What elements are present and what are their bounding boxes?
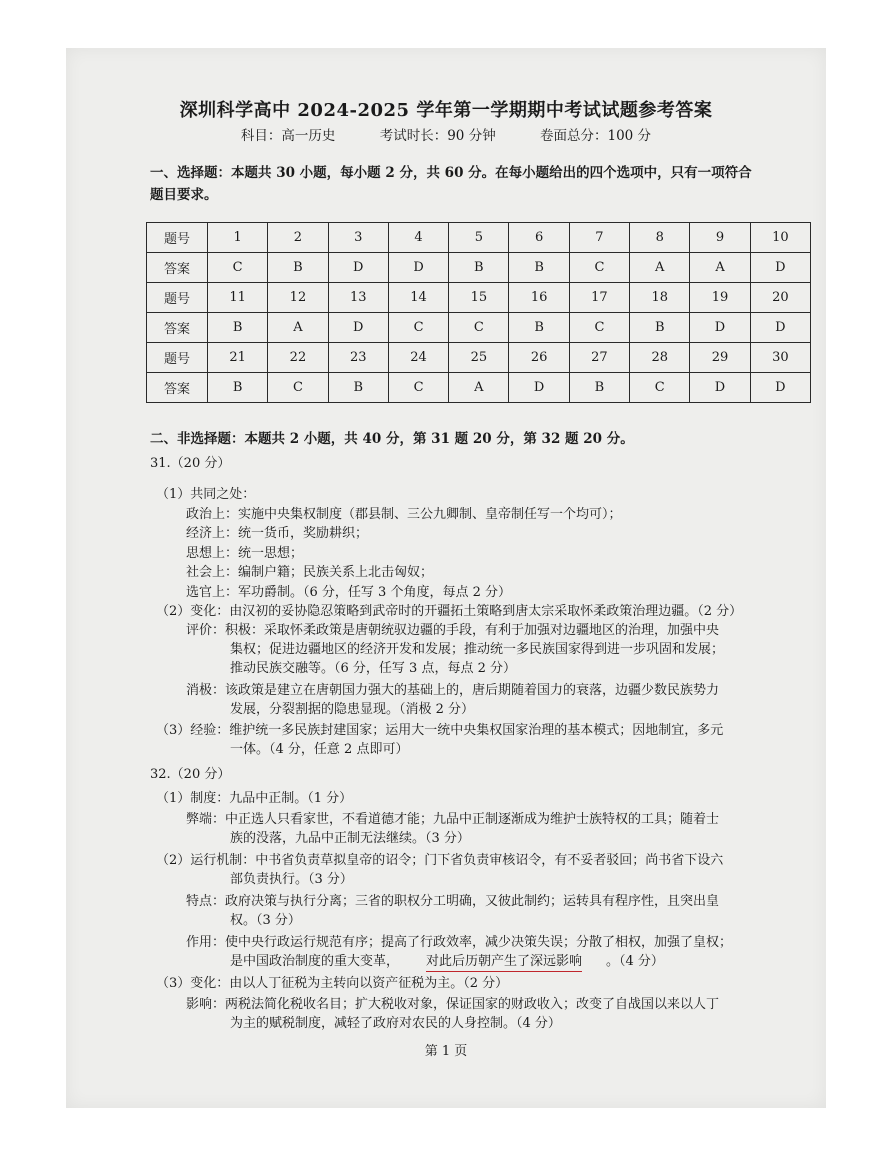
question-number-cell: 1 [208,223,268,253]
question-number-cell: 13 [328,283,388,313]
answer-cell: D [690,313,750,343]
q31-line: 评价：积极：采取怀柔政策是唐朝统驭边疆的手段，有利于加强对边疆地区的治理，加强中央 [186,623,720,638]
question-number-cell: 29 [690,343,750,373]
question-number-cell: 18 [630,283,690,313]
answer-cell: A [630,253,690,283]
question-number-cell: 8 [630,223,690,253]
answer-cell: B [509,253,569,283]
q31-line: 发展，分裂割据的隐患显现。（消极 2 分） [230,702,475,717]
question-number-cell: 23 [328,343,388,373]
question-number-cell: 6 [509,223,569,253]
answer-cell: B [208,313,268,343]
answer-cell: D [750,253,810,283]
question-number-cell: 17 [569,283,629,313]
answer-label-cell: 答案 [147,253,208,283]
q31-number: 31.（20 分） [150,456,231,471]
question-number-cell: 12 [268,283,328,313]
q32-line: 族的没落，九品中正制无法继续。（3 分） [230,831,470,846]
answer-cell: B [630,313,690,343]
answer-cell: D [750,313,810,343]
question-number-cell: 30 [750,343,810,373]
q32-line: 影响：两税法简化税收名目；扩大税收对象，保证国家的财政收入；改变了自战国以来以人丁 [186,997,720,1012]
answer-label-cell: 答案 [147,373,208,403]
q31-line: 政治上：实施中央集权制度（郡县制、三公九卿制、皇帝制任写一个均可）； [186,507,622,522]
answer-row [147,373,811,403]
q32-line: 为主的赋税制度，减轻了政府对农民的人身控制。（4 分） [230,1016,561,1031]
answer-cell: C [449,313,509,343]
answer-cell: B [509,313,569,343]
question-number-cell: 16 [509,283,569,313]
answer-cell: C [268,373,328,403]
question-number-row [147,343,811,373]
q31-line: （1）共同之处： [156,487,256,502]
answer-cell: B [208,373,268,403]
q31-line: （2）变化：由汉初的妥协隐忍策略到武帝时的开疆拓土策略到唐太宗采取怀柔政策治理边疆。（2 分） [156,604,743,619]
answer-cell: D [750,373,810,403]
page-title: 深圳科学高中 2024-2025 学年第一学期期中考试试题参考答案 [179,100,713,121]
q31-line: 经济上：统一货币，奖励耕织； [186,526,369,541]
answer-cell: D [690,373,750,403]
question-number-row [147,223,811,253]
question-number-cell: 24 [388,343,448,373]
answer-cell: B [268,253,328,283]
q32-line: （2）运行机制：中书省负责草拟皇帝的诏令；门下省负责审核诏令，有不妥者驳回；尚书省下设六 [156,853,724,868]
question-label-cell: 题号 [147,343,208,373]
answer-cell: B [328,373,388,403]
q32-line: 。（4 分） [606,954,664,969]
q31-line: 思想上：统一思想； [186,546,304,561]
q32-line: 是中国政治制度的重大变革， [230,954,400,969]
exam-meta [0,124,892,144]
answer-cell: C [208,253,268,283]
q31-line: 推动民族交融等。（6 分，任写 3 点，每点 2 分） [230,661,516,676]
q32-line: 特点：政府决策与执行分离；三省的职权分工明确，又彼此制约；运转具有程序性，且突出皇 [186,894,720,909]
question-number-cell: 21 [208,343,268,373]
q32-line: 弊端：中正选人只看家世，不看道德才能；九品中正制逐渐成为维护士族特权的工具；随着士 [186,812,720,827]
q31-line: 社会上：编制户籍；民族关系上北击匈奴； [186,565,434,580]
answer-cell: C [569,313,629,343]
question-number-cell: 20 [750,283,810,313]
answer-table [146,222,811,403]
question-number-cell: 27 [569,343,629,373]
q32-line: 作用：使中央行政运行规范有序；提高了行政效率，减少决策失误；分散了相权，加强了皇权； [186,935,733,950]
meta-total: 卷面总分：100 分 [540,128,652,144]
meta-duration: 考试时长：90 分钟 [379,128,496,144]
question-number-cell: 9 [690,223,750,253]
q32-line: 权。（3 分） [230,913,301,928]
section1-heading [150,162,810,206]
q32-line: 部负责执行。（3 分） [230,872,353,887]
question-number-cell: 25 [449,343,509,373]
q31-line: （3）经验：维护统一多民族封建国家；运用大一统中央集权国家治理的基本模式；因地制宜，多元 [156,723,724,738]
answer-cell: B [569,373,629,403]
section1-heading-line1: 一、选择题：本题共 30 小题，每小题 2 分，共 60 分。在每小题给出的四个选项中，只有一项符合 [150,165,752,181]
answer-cell: D [509,373,569,403]
answer-cell: A [268,313,328,343]
answer-cell: D [328,313,388,343]
section1-heading-line2: 题目要求。 [150,187,218,203]
question-label-cell: 题号 [147,283,208,313]
q32-line: 对此后历朝产生了深远影响 [426,953,582,972]
question-number-cell: 15 [449,283,509,313]
question-number-cell: 5 [449,223,509,253]
question-number-cell: 10 [750,223,810,253]
question-number-cell: 2 [268,223,328,253]
q31-line: 集权；促进边疆地区的经济开发和发展；推动统一多民族国家得到进一步巩固和发展； [230,642,725,657]
q31-line: 消极：该政策是建立在唐朝国力强大的基础上的，唐后期随着国力的衰落，边疆少数民族势力 [186,683,720,698]
question-number-cell: 28 [630,343,690,373]
answer-cell: C [388,373,448,403]
answer-row [147,313,811,343]
answer-cell: D [328,253,388,283]
answer-cell: C [569,253,629,283]
q32-line: （1）制度：九品中正制。（1 分） [156,791,353,806]
question-number-cell: 19 [690,283,750,313]
answer-cell: B [449,253,509,283]
question-number-cell: 22 [268,343,328,373]
answer-cell: A [449,373,509,403]
answer-row [147,253,811,283]
question-number-cell: 26 [509,343,569,373]
answer-cell: C [388,313,448,343]
page-footer: 第 1 页 [424,1044,468,1059]
question-number-cell: 14 [388,283,448,313]
section2-heading: 二、非选择题：本题共 2 小题，共 40 分，第 31 题 20 分，第 32 题 20 分。 [150,431,634,447]
question-number-cell: 11 [208,283,268,313]
answer-label-cell: 答案 [147,313,208,343]
answer-cell: C [630,373,690,403]
question-number-row [147,283,811,313]
question-label-cell: 题号 [147,223,208,253]
q32-line: （3）变化：由以人丁征税为主转向以资产征税为主。（2 分） [156,976,509,991]
meta-subject: 科目：高一历史 [240,128,336,144]
question-number-cell: 3 [328,223,388,253]
q32-number: 32.（20 分） [150,767,231,782]
question-number-cell: 7 [569,223,629,253]
q31-line: 选官上：军功爵制。（6 分，任写 3 个角度，每点 2 分） [186,585,511,600]
answer-cell: D [388,253,448,283]
q31-line: 一体。（4 分，任意 2 点即可） [230,742,409,757]
answer-cell: A [690,253,750,283]
question-number-cell: 4 [388,223,448,253]
